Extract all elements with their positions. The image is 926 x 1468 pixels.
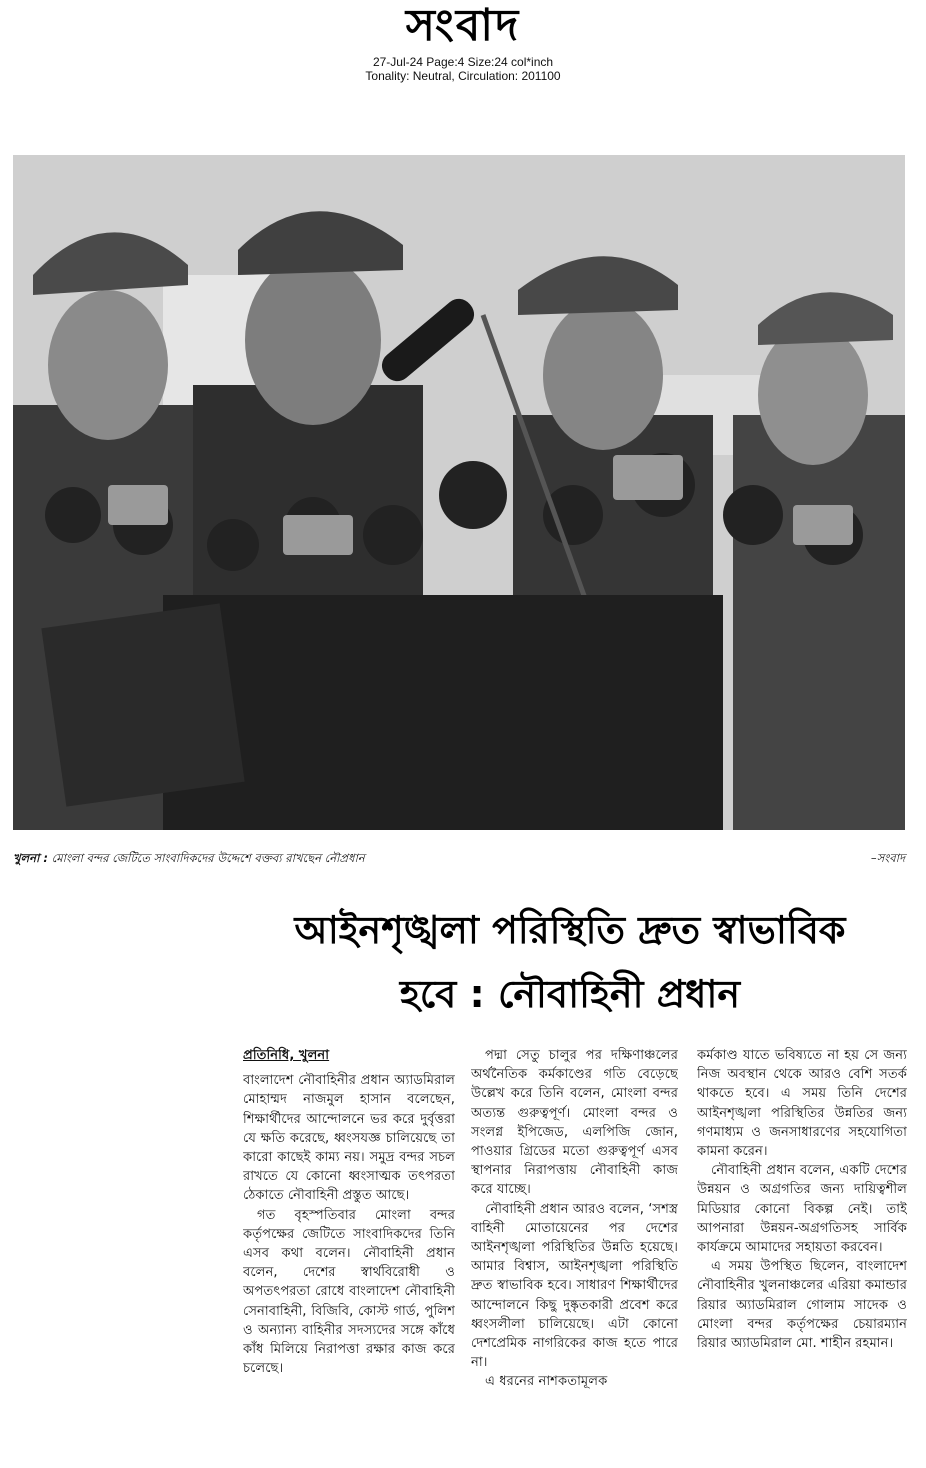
press-conference-illustration	[13, 155, 905, 830]
paragraph: এ ধরনের নাশকতামূলক	[485, 1374, 608, 1390]
article-column-3	[697, 1046, 907, 1466]
byline: প্রতিনিধি, খুলনা	[243, 1048, 330, 1063]
caption-place: খুলনা :	[13, 851, 48, 865]
article-column-1	[243, 1046, 455, 1466]
masthead	[0, 0, 926, 83]
headline	[230, 898, 910, 1026]
paragraph: বাংলাদেশ নৌবাহিনীর প্রধান অ্যাডমিরাল মোহাম্মদ নাজমুল হাসান বলেছেন, শিক্ষার্থীদের আন্দোলনে ভর করে দুর্বৃত্তরা যে ক্ষতি করেছে, ধ্বংসযজ্ঞ চালিয়েছে তা কারো কাছেই কাম্য নয়। সমুদ্র বন্দর সচল রাখতে যে কোনো ধ্বংসাত্মক তৎপরতা ঠেকাতে নৌবাহিনী প্রস্তুত আছে।	[243, 1073, 455, 1204]
newspaper-logo: সংবাদ	[405, 0, 521, 51]
headline-line-1: আইনশৃঙ্খলা পরিস্থিতি দ্রুত স্বাভাবিক	[294, 908, 846, 952]
paragraph: কর্মকাণ্ড যাতে ভবিষ্যতে না হয় সে জন্য নিজ অবস্থান থেকে আরও বেশি সতর্ক থাকতে হবে। এ সময় তিনি দেশের আইনশৃঙ্খলা পরিস্থিতির উন্নতির জন্য গণমাধ্যম ও জনসাধারণের সহযোগিতা কামনা করেন।	[697, 1048, 907, 1160]
paragraph: এ সময় উপস্থিত ছিলেন, বাংলাদেশ নৌবাহিনীর খুলনাঞ্চলের এরিয়া কমান্ডার রিয়ার অ্যাডমিরাল গোলাম সাদেক ও মোংলা বন্দর কর্তৃপক্ষের চেয়ারম্যান রিয়ার অ্যাডমিরাল মো. শাহীন রহমান।	[697, 1259, 907, 1352]
news-photo	[13, 155, 905, 830]
photo-caption	[13, 848, 905, 868]
headline-line-2: হবে : নৌবাহিনী প্রধান	[399, 972, 741, 1016]
paragraph: পদ্মা সেতু চালুর পর দক্ষিণাঞ্চলের অর্থনৈতিক কর্মকাণ্ডের গতি বেড়েছে উল্লেখ করে তিনি বলেন, মোংলা বন্দর অত্যন্ত গুরুত্বপূর্ণ। মোংলা বন্দর ও সংলগ্ন ইপিজেড, এলপিজি জোন, পাওয়ার গ্রিডের মতো গুরুত্বপূর্ণ এসব স্থাপনার নিরাপত্তায় নৌবাহিনী কাজ করে যাচ্ছে।	[471, 1048, 678, 1198]
photo-credit: –সংবাদ	[870, 851, 905, 865]
paragraph: নৌবাহিনী প্রধান বলেন, একটি দেশের উন্নয়ন ও অগ্রগতির জন্য দায়িত্বশীল মিডিয়ার কোনো বিকল্প নেই। তাই আপনারা উন্নয়ন-অগ্রগতিসহ সার্বিক কার্যক্রমে আমাদের সহায়তা করবেন।	[697, 1163, 907, 1256]
clipping-meta: 27-Jul-24 Page:4 Size:24 col*inch	[372, 55, 554, 69]
paragraph: নৌবাহিনী প্রধান আরও বলেন, ‘সশস্ত্র বাহিনী মোতায়েনের পর দেশের আইনশৃঙ্খলা পরিস্থিতির উন্নতি হয়েছে। আমার বিশ্বাস, আইনশৃঙ্খলা পরিস্থিতি দ্রুত স্বাভাবিক হবে। সাধারণ শিক্ষার্থীদের আন্দোলনে কিছু দুষ্কৃতকারী প্রবেশ করে ধ্বংসলীলা চালিয়েছে। এটা কোনো দেশপ্রেমিক নাগরিকের কাজ হতে পারে না।	[471, 1201, 678, 1371]
paragraph: গত বৃহস্পতিবার মোংলা বন্দর কর্তৃপক্ষের জেটিতে সাংবাদিকদের তিনি এসব কথা বলেন। নৌবাহিনী প্রধান বলেন, দেশের স্বার্থবিরোধী ও অপতৎপরতা রোধে বাংলাদেশ নৌবাহিনী সেনাবাহিনী, বিজিবি, কোস্ট গার্ড, পুলিশ ও অন্যান্য বাহিনীর সদস্যদের সঙ্গে কাঁধে কাঁধ মিলিয়ে নিরাপত্তা রক্ষার কাজ করে চলেছে।	[243, 1207, 455, 1377]
caption-text: মোংলা বন্দর জেটিতে সাংবাদিকদের উদ্দেশে বক্তব্য রাখছেন নৌপ্রধান	[47, 851, 365, 865]
clipping-meta-tonality: Tonality: Neutral, Circulation: 201100	[365, 69, 561, 83]
article-column-2	[471, 1046, 678, 1466]
